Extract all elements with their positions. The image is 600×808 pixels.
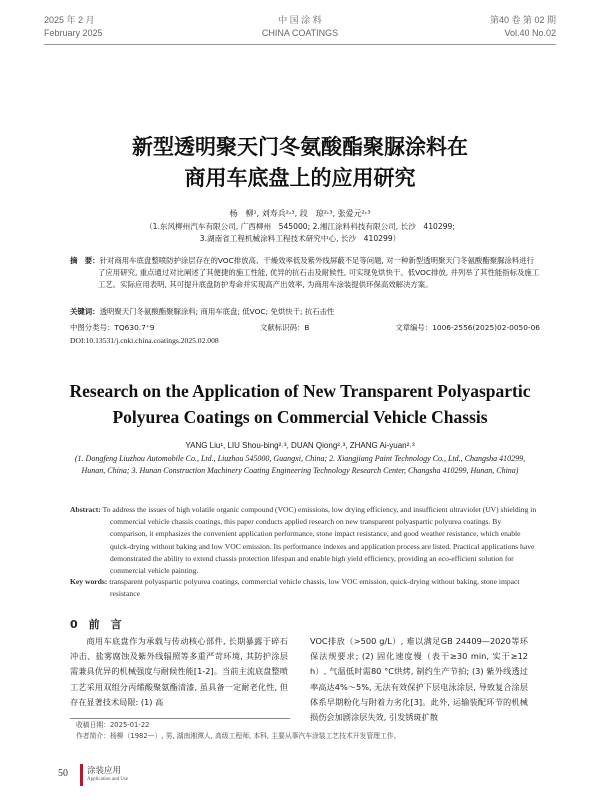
abstract-en-label: Abstract: xyxy=(70,505,101,514)
header-vol-cn: 第40 卷 第 02 期 xyxy=(489,15,556,25)
affiliations-cn xyxy=(60,221,540,245)
abstract-en xyxy=(70,504,540,577)
keywords-en xyxy=(70,576,540,600)
title-cn-line2: 商用车底盘上的应用研究 xyxy=(184,166,416,190)
keywords-cn-label: 关键词： xyxy=(70,307,100,316)
title-cn xyxy=(0,132,600,194)
classification-meta xyxy=(70,322,540,334)
body-column-left: 商用车底盘作为承载与传动核心部件, 长期暴露于碎石冲击、盐雾腐蚀及紫外线辐照等多重严苛环境, 其防护涂层需兼具优异的机械强度与耐候性能[1-2]。当前主流底盘整喷工艺采用双组分丙烯酸聚氨酯清漆, 虽具备一定耐老化性, 但存在显著技术局限: (1) 高 xyxy=(70,636,288,707)
footnote-received: 收稿日期：2025-01-22 xyxy=(76,721,150,729)
authors-cn: 杨 柳¹, 刘寿兵²˒³, 段 琼²˒³, 张爱元²˒³ xyxy=(229,209,371,218)
keywords-cn xyxy=(70,306,540,318)
keywords-en-label: Key words: xyxy=(70,577,108,586)
header-vol-en: Vol.40 No.02 xyxy=(504,28,556,38)
header-divider xyxy=(44,44,556,45)
abstract-en-text: To address the issues of high volatile organic compound (VOC) emissions, low drying efficiency, and insufficient ultraviolet (UV) shielding in commercial vehicle chassis coatings, this paper conducts applied research on new transparent polyaspartic polyurea coatings. By comparison, it emphasizes the convenient application performance, stone impact resistance, and good weather resistance, which enable quick-drying without baking and low VOC emission. Its performance indexes and application process are listed. Practical applications have demonstrated the ability to extend chassis protection lifespan and enable high yield efficiency, providing an eco-efficient solution for commercial vehicle painting. xyxy=(102,505,537,576)
authors-en: YANG Liu¹, LIU Shou-bing²˒³, DUAN Qiong²˒³, ZHANG Ai-yuan²˒³ xyxy=(185,441,415,450)
article-number: 文章编号：1006-2556(2025)02-0050-06 xyxy=(395,323,540,332)
affiliations-en: (1. Dongfeng Liuzhou Automobile Co., Ltd., Liuzhou 545000, Guangxi, China; 2. Xiangjiang Paint Technology Co., Ltd., Changsha 410299, Hunan, China; 3. Hunan Construction Machinery Coating Engineering Technology Research Center, Changsha 410299, Hunan, China) xyxy=(74,454,526,475)
abstract-cn-text: 针对商用车底盘整喷防护涂层存在的VOC排放高、干燥效率低及紫外线屏蔽不足等问题, 对一种新型透明聚天门冬氨酸酯聚脲涂料进行了应用研究, 重点通过对比阐述了其便捷的施工性能, 优异的抗石击及耐候性, 可实现免烘快干、低VOC排放, 并列举了其性能指标及施工工艺。实际应用表明, 其可提升底盘防护寿命并实现高产出效率, 为商用车涂装提供环保高效解决方案。 xyxy=(98,256,540,289)
header-journal-cn: 中 国 涂 料 xyxy=(278,15,322,25)
header-journal xyxy=(44,14,556,40)
body-column-right: VOC排放（>500 g/L）, 难以满足GB 24409—2020等环保法规要求; (2) 固化速度慢（表干≥30 min, 实干≥12 h）, 气温低时需80 °C烘烤, 制约生产节拍; (3) 紫外线透过率高达4%～5%, 无法有效保护下层电泳涂层, 导致复合涂层体系早期粉化与附着力劣化[3]。此外, 运输装配环节的机械损伤会加剧涂层失效, 引发锈斑扩散 xyxy=(310,636,528,723)
page-number: 50 xyxy=(58,768,68,779)
title-en xyxy=(0,378,600,430)
header-date-cn: 2025 年 2 月 xyxy=(44,15,95,25)
header-date-en: February 2025 xyxy=(44,28,103,38)
document-code: 文献标识码：B xyxy=(260,323,310,332)
clc-number: 中图分类号：TQ630.7⁺9 xyxy=(70,323,155,332)
doi: DOI:10.13531/j.cnki.china.coatings.2025.02.008 xyxy=(70,336,219,345)
abstract-cn-label: 摘 要： xyxy=(70,256,100,265)
footnote-divider xyxy=(70,718,290,719)
affiliation-cn-line2: 3.湖南省工程机械涂料工程技术研究中心, 长沙 410299） xyxy=(199,234,401,243)
header-journal-en: CHINA COATINGS xyxy=(261,28,339,38)
footer-section-en: Application and Use xyxy=(87,777,129,782)
keywords-cn-text: 透明聚天门冬氨酸酯聚脲涂料; 商用车底盘; 低VOC; 免烘快干; 抗石击性 xyxy=(99,307,335,316)
affiliation-cn-line1: （1.东风柳州汽车有限公司, 广西柳州 545000; 2.湘江涂料科技有限公司, 长沙 410299; xyxy=(145,222,455,231)
footer-section-cn: 涂装应用 xyxy=(87,766,122,776)
abstract-cn xyxy=(70,255,540,291)
title-en-line1: Research on the Application of New Transparent Polyaspartic xyxy=(69,381,531,401)
header-volume xyxy=(490,14,556,40)
footnote-author: 作者简介：杨柳（1982—）, 男, 湖南湘潭人, 高级工程师, 本科, 主要从事汽车涂装工艺技术开发管理工作。 xyxy=(76,732,401,740)
keywords-en-text: transparent polyaspartic polyurea coatings, commercial vehicle chassis, low VOC emission, quick-drying without baking, stone impact resistance xyxy=(109,577,520,599)
title-en-line2: Polyurea Coatings on Commercial Vehicle Chassis xyxy=(112,407,488,427)
running-header xyxy=(44,14,556,46)
title-cn-line1: 新型透明聚天门冬氨酸酯聚脲涂料在 xyxy=(132,135,468,159)
section-heading: 0 前 言 xyxy=(70,618,122,631)
footer-accent-bar xyxy=(80,764,83,786)
